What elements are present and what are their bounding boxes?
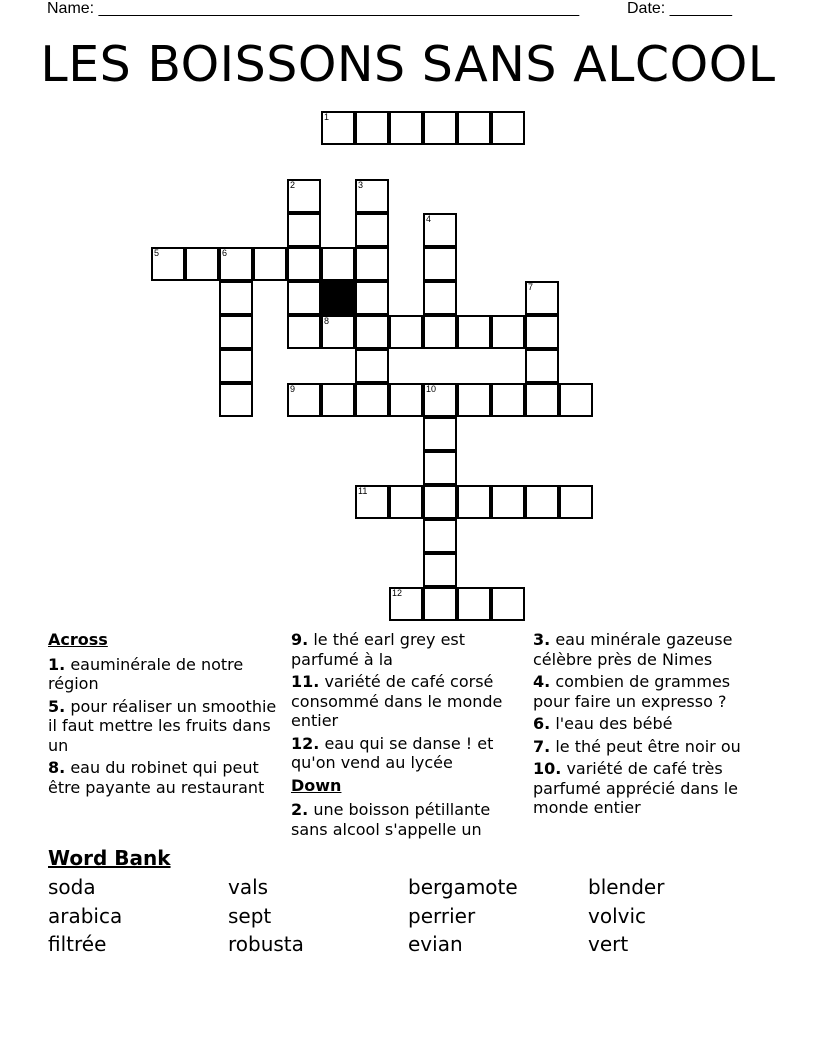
- cell-number: 1: [324, 112, 330, 122]
- word-bank-word: vert: [588, 932, 629, 956]
- crossword-cell[interactable]: [491, 315, 525, 349]
- cell-number: 5: [154, 248, 160, 258]
- crossword-cell[interactable]: [355, 383, 389, 417]
- word-bank-word: vals: [228, 875, 269, 899]
- crossword-cell[interactable]: [287, 213, 321, 247]
- crossword-cell[interactable]: [423, 383, 457, 417]
- clues-column-1: [48, 630, 283, 800]
- word-bank-word: blender: [588, 875, 665, 899]
- clue-down-10: 10. variété de café très parfumé apprécié dans le monde entier: [533, 759, 738, 817]
- clue-down-7: 7. le thé peut être noir ou: [533, 736, 741, 756]
- crossword-cell[interactable]: [525, 485, 559, 519]
- crossword-cell[interactable]: [423, 213, 457, 247]
- crossword-cell[interactable]: [389, 587, 423, 621]
- crossword-black-cell: [321, 281, 355, 315]
- word-bank-word: bergamote: [408, 875, 518, 899]
- crossword-cell[interactable]: [287, 247, 321, 281]
- crossword-cell[interactable]: [287, 281, 321, 315]
- name-field: Name: ______________________________________________________: [47, 0, 580, 17]
- word-bank-title: Word Bank: [48, 846, 171, 870]
- cell-number: 9: [290, 384, 296, 394]
- crossword-cell[interactable]: [355, 315, 389, 349]
- crossword-cell[interactable]: [491, 485, 525, 519]
- word-bank-word: arabica: [48, 904, 123, 928]
- crossword-cell[interactable]: [355, 179, 389, 213]
- crossword-cell[interactable]: [457, 315, 491, 349]
- word-bank-word: perrier: [408, 904, 476, 928]
- cell-number: 7: [528, 282, 534, 292]
- clue-across-8: 8. eau du robinet qui peut être payante au restaurant: [48, 758, 265, 797]
- crossword-cell[interactable]: [219, 281, 253, 315]
- clue-down-6: 6. l'eau des bébé: [533, 714, 673, 733]
- crossword-cell[interactable]: [355, 349, 389, 383]
- crossword-cell[interactable]: [525, 315, 559, 349]
- cell-number: 4: [426, 214, 432, 224]
- word-bank-word: evian: [408, 932, 463, 956]
- clues-column-2: [291, 630, 523, 842]
- crossword-cell[interactable]: [355, 485, 389, 519]
- cell-number: 2: [290, 180, 296, 190]
- crossword-cell[interactable]: [423, 485, 457, 519]
- clues-column-3: [533, 630, 768, 821]
- crossword-cell[interactable]: [321, 383, 355, 417]
- crossword-cell[interactable]: [389, 315, 423, 349]
- crossword-cell[interactable]: [321, 247, 355, 281]
- cell-number: 8: [324, 316, 330, 326]
- crossword-cell[interactable]: [559, 485, 593, 519]
- clue-down-2: 2. une boisson pétillante sans alcool s'appelle un: [291, 800, 491, 839]
- crossword-cell[interactable]: [423, 111, 457, 145]
- crossword-cell[interactable]: [491, 383, 525, 417]
- crossword-cell[interactable]: [525, 349, 559, 383]
- date-field: Date: _______: [627, 0, 732, 17]
- crossword-cell[interactable]: [219, 383, 253, 417]
- crossword-cell[interactable]: [151, 247, 185, 281]
- crossword-cell[interactable]: [423, 247, 457, 281]
- word-bank-word: volvic: [588, 904, 647, 928]
- crossword-cell[interactable]: [287, 315, 321, 349]
- crossword-cell[interactable]: [355, 247, 389, 281]
- crossword-cell[interactable]: [423, 315, 457, 349]
- down-heading: Down: [291, 775, 342, 795]
- crossword-cell[interactable]: [185, 247, 219, 281]
- crossword-cell[interactable]: [389, 485, 423, 519]
- crossword-cell[interactable]: [491, 587, 525, 621]
- cell-number: 6: [222, 248, 228, 258]
- clue-across-12: 12. eau qui se danse ! et qu'on vend au lycée: [291, 733, 494, 772]
- crossword-cell[interactable]: [355, 111, 389, 145]
- crossword-cell[interactable]: [423, 451, 457, 485]
- word-bank-word: robusta: [228, 932, 304, 956]
- crossword-cell[interactable]: [355, 213, 389, 247]
- word-bank-word: sept: [228, 904, 272, 928]
- crossword-cell[interactable]: [321, 111, 355, 145]
- clue-across-5: 5. pour réaliser un smoothie il faut mettre les fruits dans un: [48, 696, 277, 755]
- crossword-cell[interactable]: [219, 247, 253, 281]
- across-heading: Across: [48, 630, 108, 649]
- crossword-cell[interactable]: [525, 383, 559, 417]
- clue-down-3: 3. eau minérale gazeuse célèbre près de Nimes: [533, 630, 733, 669]
- crossword-cell[interactable]: [457, 485, 491, 519]
- clue-across-1: 1. eauminérale de notre région: [48, 654, 244, 693]
- crossword-cell[interactable]: [219, 349, 253, 383]
- crossword-cell[interactable]: [457, 587, 491, 621]
- crossword-cell[interactable]: [457, 111, 491, 145]
- crossword-cell[interactable]: [389, 383, 423, 417]
- page-title: LES BOISSONS SANS ALCOOL: [40, 36, 776, 93]
- crossword-cell[interactable]: [253, 247, 287, 281]
- word-bank-word: soda: [48, 875, 96, 899]
- crossword-cell[interactable]: [287, 179, 321, 213]
- crossword-cell[interactable]: [423, 519, 457, 553]
- word-bank-word: filtrée: [48, 932, 107, 956]
- crossword-cell[interactable]: [355, 281, 389, 315]
- crossword-cell[interactable]: [423, 587, 457, 621]
- crossword-cell[interactable]: [389, 111, 423, 145]
- clue-across-9: 9. le thé earl grey est parfumé à la: [291, 630, 466, 669]
- crossword-cell[interactable]: [321, 315, 355, 349]
- cell-number: 3: [358, 180, 364, 190]
- crossword-cell[interactable]: [423, 553, 457, 587]
- crossword-cell[interactable]: [219, 315, 253, 349]
- cell-number: 11: [358, 486, 368, 496]
- clue-across-11: 11. variété de café corsé consommé dans le monde entier: [291, 672, 503, 730]
- crossword-cell[interactable]: [423, 281, 457, 315]
- clue-down-4: 4. combien de grammes pour faire un expresso ?: [533, 672, 731, 711]
- crossword-cell[interactable]: [287, 383, 321, 417]
- crossword-cell[interactable]: [423, 417, 457, 451]
- crossword-cell[interactable]: [457, 383, 491, 417]
- crossword-cell[interactable]: [525, 281, 559, 315]
- cell-number: 12: [392, 588, 403, 598]
- crossword-cell[interactable]: [491, 111, 525, 145]
- cell-number: 10: [426, 384, 437, 394]
- crossword-cell[interactable]: [559, 383, 593, 417]
